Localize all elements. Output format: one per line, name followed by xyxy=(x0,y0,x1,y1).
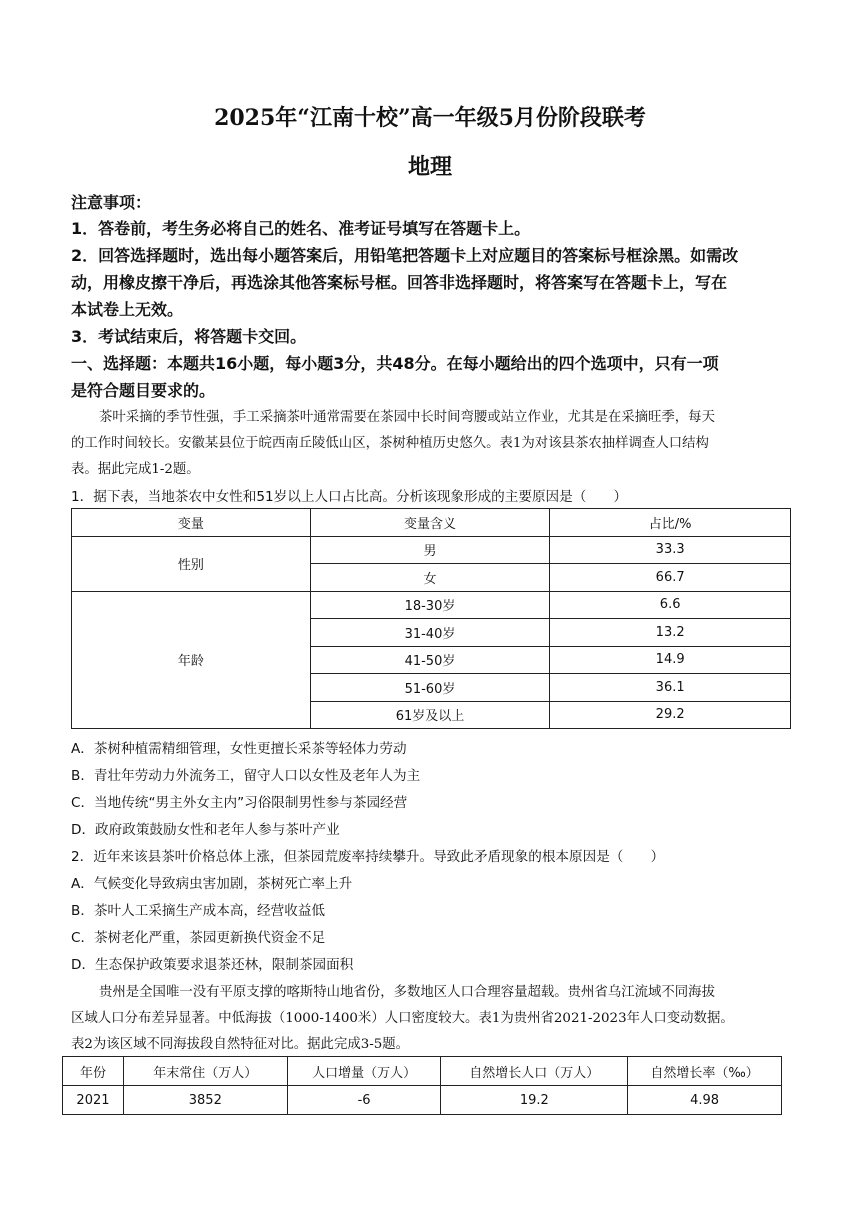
table-header: 人口增量（万人） xyxy=(287,1057,441,1086)
passage2-line1: 贵州是全国唯一没有平原支撑的喀斯特山地省份，多数地区人口合理容量超载。贵州省乌江流域不同海拔 xyxy=(99,985,715,1000)
section-heading-cont: 是符合题目要求的。 xyxy=(71,381,216,400)
notice-item-2: 2．回答选择题时，选出每小题答案后，用铅笔把答题卡上对应题目的答案标号框涂黑。如需改 xyxy=(71,246,739,265)
passage1-line1: 茶叶采摘的季节性强，手工采摘茶叶通常需要在茶园中长时间弯腰或站立作业，尤其是在采摘旺季，每天 xyxy=(99,410,715,425)
question-2-option-a: A．气候变化导致病虫害加剧，茶树死亡率上升 xyxy=(71,876,353,892)
table-header: 占比/% xyxy=(550,509,791,537)
table-cell: 14.9 xyxy=(550,646,791,674)
table-cell: 31-40岁 xyxy=(310,619,550,647)
question-2-option-c: C．茶树老化严重，茶园更新换代资金不足 xyxy=(71,930,326,946)
notice-item-2-cont: 动，用橡皮擦干净后，再选涂其他答案标号框。回答非选择题时，将答案写在答题卡上，写在 xyxy=(71,273,728,292)
table-header-row xyxy=(63,1057,782,1086)
passage1-line2: 的工作时间较长。安徽某县位于皖西南丘陵低山区，茶树种植历史悠久。表1为对该县茶农抽样调查人口结构 xyxy=(71,436,709,451)
section-heading: 一、选择题：本题共16小题，每小题3分，共48分。在每小题给出的四个选项中，只有一项 xyxy=(71,354,719,373)
notice-item-3: 3．考试结束后，将答题卡交回。 xyxy=(71,327,307,346)
table-cell: 33.3 xyxy=(550,536,791,564)
passage2-line3: 表2为该区域不同海拔段自然特征对比。据此完成3-5题。 xyxy=(71,1037,410,1052)
table-cell: 2021 xyxy=(63,1086,124,1115)
table-cell: 61岁及以上 xyxy=(310,701,550,729)
passage1-line3: 表。据此完成1-2题。 xyxy=(71,462,200,477)
table-cell: 3852 xyxy=(123,1086,287,1115)
table-cell: 女 xyxy=(310,564,550,592)
table-row xyxy=(72,591,791,619)
table-cell: 4.98 xyxy=(628,1086,782,1115)
notice-item-2-end: 本试卷上无效。 xyxy=(71,300,184,319)
question-2-option-d: D．生态保护政策要求退茶还林，限制茶园面积 xyxy=(71,957,354,973)
question-1-option-c: C．当地传统“男主外女主内”习俗限制男性参与茶园经营 xyxy=(71,795,408,811)
question-2-stem: 2．近年来该县茶叶价格总体上涨，但茶园荒废率持续攀升。导致此矛盾现象的根本原因是（ ） xyxy=(71,849,665,865)
table-cell: 18-30岁 xyxy=(310,591,550,619)
table-cell: 41-50岁 xyxy=(310,646,550,674)
subject-title: 地理 xyxy=(407,154,452,180)
table-cell: 19.2 xyxy=(441,1086,628,1115)
table-cell: 男 xyxy=(310,536,550,564)
question-1-option-b: B．青壮年劳动力外流务工，留守人口以女性及老年人为主 xyxy=(71,768,421,784)
table-cell: 6.6 xyxy=(550,591,791,619)
table-cell: 66.7 xyxy=(550,564,791,592)
question-1-option-d: D．政府政策鼓励女性和老年人参与茶叶产业 xyxy=(71,822,340,838)
table-cell: 29.2 xyxy=(550,701,791,729)
variable-age: 年龄 xyxy=(72,591,311,729)
table-header: 变量 xyxy=(72,509,311,537)
table-header: 自然增长率（‰） xyxy=(628,1057,782,1086)
table-cell: 51-60岁 xyxy=(310,674,550,702)
table-cell: 13.2 xyxy=(550,619,791,647)
question-1-stem: 1．据下表，当地茶农中女性和51岁以上人口占比高。分析该现象形成的主要原因是（ ） xyxy=(71,489,628,505)
table-header: 年末常住（万人） xyxy=(123,1057,287,1086)
question-1-option-a: A．茶树种植需精细管理，女性更擅长采茶等轻体力劳动 xyxy=(71,741,407,757)
exam-title: 2025年“江南十校”高一年级5月份阶段联考 xyxy=(214,105,646,131)
variable-gender: 性别 xyxy=(72,536,311,591)
question-2-option-b: B．茶叶人工采摘生产成本高，经营收益低 xyxy=(71,903,326,919)
table-header: 自然增长人口（万人） xyxy=(441,1057,628,1086)
passage2-line2: 区域人口分布差异显著。中低海拔（1000-1400米）人口密度较大。表1为贵州省2021-2023年人口变动数据。 xyxy=(71,1011,734,1026)
table-cell: 36.1 xyxy=(550,674,791,702)
table-header: 年份 xyxy=(63,1057,124,1086)
notice-heading: 注意事项： xyxy=(71,193,152,212)
population-change-table xyxy=(62,1056,782,1115)
table-row xyxy=(63,1086,782,1115)
table-header: 变量含义 xyxy=(310,509,550,537)
table-row xyxy=(72,536,791,564)
table-header-row xyxy=(72,509,791,537)
population-structure-table xyxy=(71,508,791,729)
table-cell: -6 xyxy=(287,1086,441,1115)
notice-item-1: 1．答卷前，考生务必将自己的姓名、准考证号填写在答题卡上。 xyxy=(71,219,531,238)
